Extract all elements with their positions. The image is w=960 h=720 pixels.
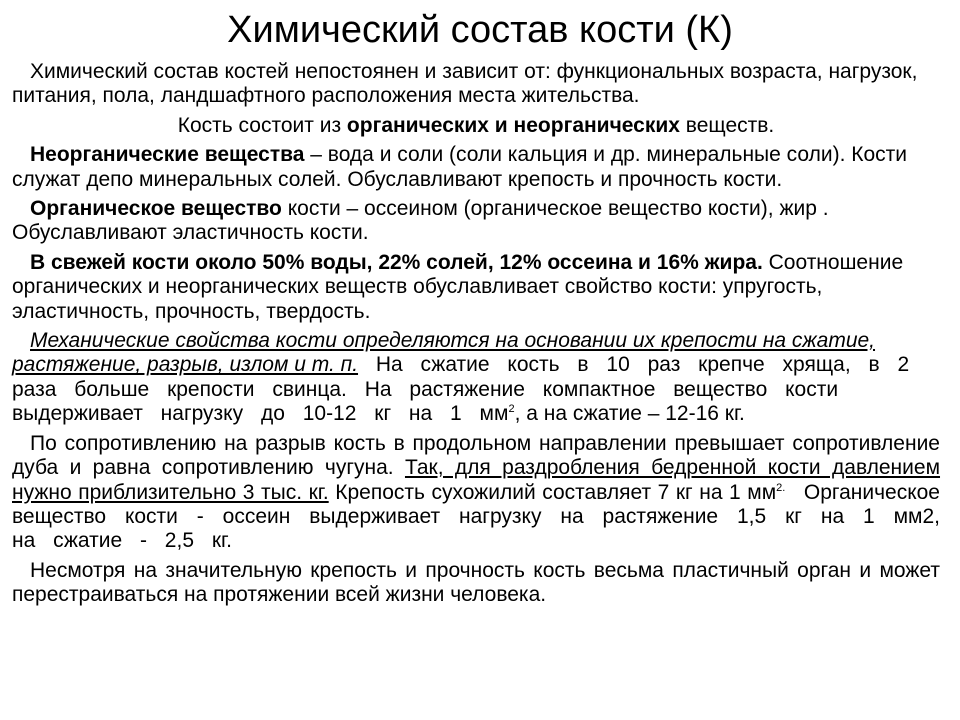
text-run: , а на сжатие – 12-16 кг.: [514, 402, 745, 426]
underlined-run: Так, для раздробления бедренной кости давлением нужно приблизительно 3 тыс. кг.: [12, 456, 941, 504]
paragraph-organic: [12, 197, 940, 246]
paragraph-resistance: [12, 432, 940, 554]
bold-run: Неорганические вещества: [30, 143, 305, 167]
slide-body: [12, 60, 940, 613]
text-run: кости – оссеином (органическое вещество кости), жир . Обуславливают эластичность кости.: [12, 197, 829, 245]
text-run: веществ.: [679, 113, 775, 137]
paragraph-intro: Химический состав костей непостоянен и зависит от: функциональных возраста, нагрузок, питания, пола, ландшафтного расположения места жительства.: [12, 60, 918, 108]
paragraph-plasticity: Несмотря на значительную крепость и прочность кость весьма пластичный орган и может перестраиваться на протяжении всей жизни человека.: [12, 558, 940, 607]
slide-title: Химический состав кости (К): [227, 9, 733, 51]
bold-run: В свежей кости около 50% воды, 22% солей, 12% оссеина и 16% жира.: [30, 250, 763, 274]
text-run: Соотношение органических и неорганических веществ обуславливает свойство кости: упругость, эластичность, прочность, твердость.: [12, 250, 904, 323]
bold-run: органических и неорганических: [346, 113, 680, 137]
bold-run: Органическое вещество: [30, 197, 282, 221]
paragraph-mechanical: [12, 329, 940, 427]
text-run: По сопротивлению на разрыв кость в продольном направлении превышает сопротивление дуба и равна сопротивлению чугуна.: [12, 431, 940, 480]
text-run: Органическое вещество кости - оссеин выдерживает нагрузку на растяжение 1,5 кг на 1 мм2, на сжатие - 2,5 кг.: [12, 480, 940, 553]
text-run: На сжатие кость в 10 раз крепче хряща, в 2 раза больше крепости свинца. На растяжение компактное вещество кости выдерживает нагрузку до 10-12 кг на 1 мм: [12, 353, 910, 426]
text-run: – вода и соли (соли кальция и др. минеральные соли). Кости служат депо минеральных солей. Обуславливают крепость и прочность кости.: [12, 143, 908, 191]
text-run: Крепость сухожилий составляет 7 кг на 1 мм: [328, 480, 777, 504]
superscript: 2.: [776, 481, 786, 494]
paragraph-fresh-bone: [12, 251, 940, 324]
italic-underlined-run: Механические свойства кости определяются на основании их крепости на сжатие, растяжение, разрыв, излом и т. п.: [12, 329, 876, 377]
superscript: 2: [508, 403, 515, 416]
paragraph-composition: [12, 114, 940, 138]
paragraph-inorganic: [12, 143, 940, 192]
text-run: Кость состоит из: [177, 113, 347, 137]
